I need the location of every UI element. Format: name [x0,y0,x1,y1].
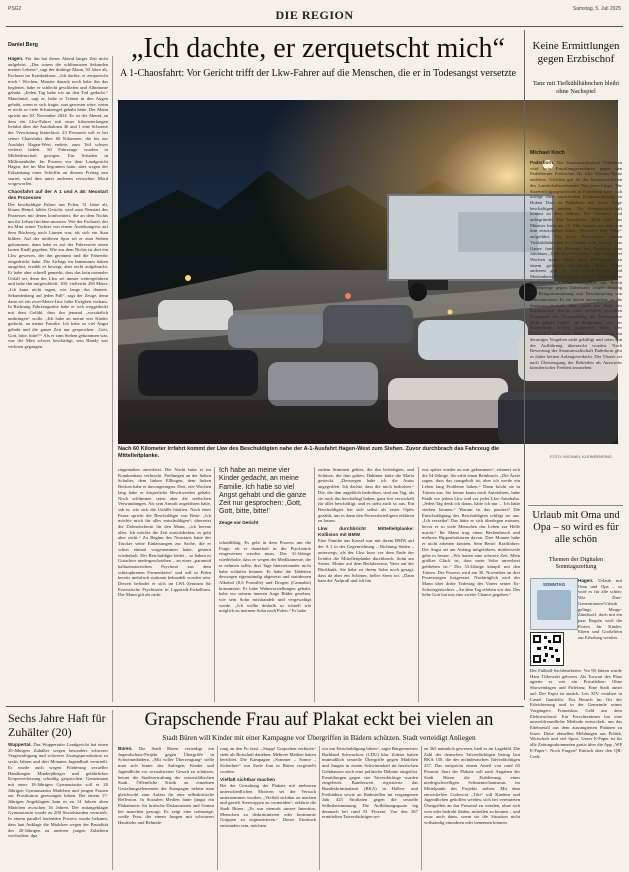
right-bottom-body: Der Fußball-Sachbearbeiter: Vor 90 Jahren wurde Hans Tilkowski geboren. Als Torwart des Platz agierte er wie ein Privatleben: Ohne Showeinlagen und Firlefanz. Eine Stadt atmet auf: Der Papst ist zurück. Leo XIV. residiert in Castel Gandolfo. Ein Besuch im Ort der Erleichterung und in der Gemeinde seines Vorgängers Franziskus. Geld aus dem Elektroschrott: Ein Forschernteam hat eine umweltfreundliche Methode entwickelt, um das Edelmetall aus dem ausrangierten Platinen zu lösen. Diese aktuellen Meldungen aus Politik, Wirtschaft und viel Sport. Unser E-Paper ist für alle Zeitungsabonnenten gratis über die App „WP E-Paper“. Noch Fragen? Einfach über den QR-Code. [530,668,622,759]
bottom-main-column-4: en 365 männlich gewesen, hieß es im Lagebild. Die Zahl der deutschen Tatverdächtigen betrug laut BKA 150, die der nichtdeutschen Tatverdächtigen 237. Das entspricht einem Anteil von rund 65 Prozent. Start der Plakate soll nach Angaben der Stadt Büren die Etablierung eines niedrigschwelligen Schutzmechanismus im Mittelpunkt des Projekts stehen: Mit dem entwickelten Codewort „Tiki“ soll Kindern und Jugendlichen geholfen werden, sich bei vermuteten Übergriffen an das Personal zu wenden, ohne sich weit oder bedroht fühlen, mitteilen zu können – und zwar auch dann, wenn sie die Situation nicht vollständig einordnen oder benennen können. [424,746,520,826]
main-column-3: schuldfähig. Es geht in dem Prozess um die Frage, ob er dauerhaft in die Psychiatrie eingewiesen werden muss. Der 31-Jährige wiederholte, dass er wegen der Medikamente, die er nehmen sollte, drei Tage hintereinander nicht habe schlafen können. Er habe die Tabletten deswegen eigenständig abgesetzt und stattdessen Alkohol (0,6 Promille) und Drogen (Cannabis) konsumiert. Er habe Wahnvorstellungen gehabt, habe vor seinem inneren Auge Bilder gesehen, wie sein Sohn misshandelt und vergewaltigt werde. „Ich wollte deshalb so schnell wie möglich zu meinem Sohn nach Polen.“ Er habe [219,540,311,614]
issue-date: Samstag, 5. Juli 2025 [572,6,621,12]
qr-code-icon [531,633,563,665]
main-col1-subhead: Chaosfahrt auf der A 1 und A 46: Neustart des Prozesses [8,190,108,201]
sonntag-promo-image [530,578,578,630]
main-col4-text: zudem Stimmen gehört, die ihn beleidigten, und Schüsse, die ihm galten. Dahinter hätte die Mafia gesteckt. „Deswegen habe ich die Autos angegriffen. Ich dachte, dass die mich bedrohen.“ Die, die ihm angeblich bedrohten, sind am Tag, als sie noch ihn beschäftigt haben, ganz frei verwickelt für alles beschäftigt, und es sieht auch so aus. Ein Beschuldigter hat sich selbst als erster Opfer gezählt, um es dann den Prozessbeteiligten erklären zu lassen. [318,467,414,524]
right-mid-dateline: Hagen. [578,578,594,583]
promo-logo: SONNTAG [542,582,566,587]
pull-quote [219,467,311,537]
main-column-4 [318,467,414,702]
main-column-5: erst später wieder zu mir gekommen“, erinnert sich die 54-Jährige. Sie erlitt einen Beinbruch. „Die Ärzte sagen, dass das rausgeholt ist, aber ich werde ein Leben lang Probleme haben.“ Dann bricht sie in Tränen aus: Sie könne kaum noch Autofahren, habe Panik vor jedem Lkw und vor jeder Lkw-Autobahn. „Jeden Tag denk ich daran, hätte ich nur ... Ich hätte sterben können.“ Warum ist das passiert? Die Entschuldigung des Beschuldigten schlägt sie aus. „Ich verzeihe! Das hätte er sich überlegen müssen, bevor er so viele Menschen das Leben zur Hölle macht.“ Ihr Mann trug einen Beckenbruch und mehrere Rippenfrakturen davon. Drei Monate habe er nicht arbeiten können. Sein Beruf: Kraftfahrer. Die Angst sei am Anfang mitgefahren, mittlerweile gehe es besser. „Wir hatten eine schwere Zeit. Mein größtes Glück ist, dass mein Sohn unverletzt geblieben ist.“ Der 53-Jährige kämpft mit den Tränen. Der Prozess wird am 30. November an drei Prozesstagen fortgesetzt. Nachträglich wird der Mann über dritte Todestag des Vaters seiner Ex-Schwiegertochter. „An dem Tag erleben wir das. Der liebe Gott hat uns eine zweite Chance gegeben.“ [422,467,520,598]
main-col1-text2: Der beschuldigte Fahrer aus Polen, 31 Jahre alt, blaues Hemd, fahles Gesicht, wird zum Neustart des Prozesses mit denen konfrontiert, die an dem Nichts um ihr Leben fürchten mussten. Wie der Facharzt, der im Mini seiner Tochter von einem Ärztekongress auf dem Rückweg nach Linnen war, als sich ein Stau bildete. Auf der mittleren Spur sei er zum Stehen gekommen, dann habe es auf der Fahrerseite einen lauten Knall gegeben. Wie aus dem Nichts ist dort ein Lkw gewesen, der ihn gerammt und die Fahrertür eingedrückt habe. Die Airbags im Innenraum hätten ausgelöst, erzählt er bewegt, aber nicht aufgebracht. Er habe aber schnell gemerkt, dass das kein normaler Unfall sei, denn der Lkw sei immer weitergefahren und habe ihn mitgeschleift, 100, vielleicht 200 Meter. „Ich kann nicht sagen, wie lange das dauerte. Sekundenlang auf jeden Fall“, sagt der Zeuge, denn dann sei ein zwei-Meter-Lkw höhe Ewigkeit vorkam. In Richtung Fahrzeugmitte habe er sich weggeduckt mit dem Gefühl, dass ihn jemand „vorsätzlich umbringen“ wolle. „Ich habe an meine vier Kinder gedacht, an meine Familie. Ich habe so viel Angst gehabt und die ganze Zeit nur gesprochen: ‚Gott, Gott, bitte, bitte!‘“ Als er zum Stehen gekommen war, war der Mini schwer beschädigt, sein Handy war verloren gegangen. [8,201,108,350]
page-code: PSG2 [8,6,22,12]
main-column-2: ringemaßen unverletzt. Die Nacht habe er im Krankenhaus verbracht. Prellungen an der linken Schulter, dem linken Ellbogen, dem linken Becken habe er davongetragen. Drei, vier Wochen lang habe er körperliche Beschwerden gehabt. Noch schlimmer seien aber die seelischen Verwundungen. Als sein Anwalt angefahren hatte, sah er, wie sich die Unfälle häuften. Nach einer Pause spricht der Beschuldigte von Reue: „Ich möchte mich für alles entschuldigen“, übersetzt die Dolmetscherin für den Mann, „ich bereue alles. Ich möchte die Zeit zurückdrehen, es geht aber nicht.“ Zu Beginn des Neustarts hatte der Trucker seine Einlassungen zur Sache, die er schon einmal vorgenommen hatte, gestern wiederholt. Der Beschuldigte leidet – so haben es Gutachter niedergeschrieben – an einer „paranoid halluzinatorischen Psychose aus dem schizophrenen Formenkreis“ und soll in Polen bereits mehrfach stationär behandelt worden sein. Derzeit befindet er sich im LWL-Zentrum für Forensische Psychiatrie in Lippstadt-Eickelborn. Der Mann gilt als nicht [118,467,211,598]
bottom-main-dateline: Büren. [118,746,133,751]
main-col4-subhead: Lkw durchbricht Mittelleitplanke: Kollision mit BMW [318,527,414,538]
bottom-main-col2-text2: Bei der Gestaltung der Plakate mit mehreren unterschiedlichen Motiven sei der Versuch unternommen worden, „Vielfalt sichtbar zu machen und gezielt Stereotypen zu vermeiden“, erklärte die Stadt Büren. „Es war niemals unsere Intention, Menschen zu diskriminieren oder bestimmte Gruppen zu stigmatisieren.“ Dieser Eindruck entstanden sein, möchten [220,783,316,829]
right-mid-intro [578,578,622,641]
bottom-main-col1-text: Die Stadt Büren verteidigt ein Jugendschutz-Projekt gegen Übergriffe in Schwimmbädern. „Mit voller Überzeugung“ stelle man sich hinter das Anliegen, Kinder und Jugendliche vor sexualisierter Gewalt zu schützen, betont die Stadtverwaltung der ostwestfälischen Stadt. Öffentliche Kritik an einzelnen Gestaltungselementen der Kampagne nehme man gleichwohl zum Anlass für eine selbstkritische Reflexion. In Sozialen Medien hatte jüngst ein Plakatmotiv für kritische Diskussionen und Unmut bei manchen gesorgt. Es zeigt eine rothaarige, weiße Frau, die einem Jungen mit schwarzer Hautfarbe und Behinde- [118,746,214,826]
section-title: DIE REGION [275,8,354,22]
right-mid-headline: Urlaub mit Oma und Opa – so wird es für alle schön [532,510,620,545]
photo-credit: FOTO: MICHAEL KLEINRENSING [550,454,612,459]
bottom-main-col2-subhead: Vielfalt sichtbar machen [220,777,276,783]
main-col1-text: Für ihn hat dieser Abend langer Zeit nicht aufgehört. „Das waren die schlimmsten Sekunden meines Lebens“, sagt der drahtige Mann, 50 Jahre alt, Facharzt im Krankenhaus. „Ich dachte, er zerquetscht mich.“ Wochen, Monate danach noch habe ihn das begleitet, habe er schlecht geschlafen und Albträume gehabt. „Jeden Tag habe ich an den Tod gedacht.“ Manchmal, sagt er, habe er Tränen in den Augen gehabt, wenn er sich fragte, was gewesen wäre, wenn er nicht so viele Schutzengel gehabt hätte. Der Mann spricht am 30. November 2024. Es ist der Abend, an dem ein Lkw-Fahrer mit einer kilometerlangen Irrfahrt über die Autobahnen 46 und 1 eine Schneise der Verwüstung hinterlässt. 23 Personen soll er bei seiner Chaosfahrt über 60 Kilometer, die bis zur Ausfahrt Hagen-West endete, zum Teil schwer verletzt haben. 50 Fahrzeuge wurden in Mitleidenschaft gezogen. Ein Schaden in Millionenhöhe. Im Prozess vor dem Landgericht Hagen, der im Mai begonnen hatte, aber wegen der Erkrankung einer Schöffin an diesem Freitag neu startet, wird ihm unter anderem versuchter Mord vorgeworfen. [8,56,108,187]
main-col4-text2: Eine Familie aus Kassel war mit ihrem BMW auf der A 1 in der Gegenrichtung – Richtung Süden – unterwegs, als der Lkw kurz vor dem Ende der Irrfahrt die Mittelleitplanke durchbrach. Sohn am Steuer, Mutter auf dem Beifahrersitz, Vater auf der Rückbank. Sie habe zu ihrem Sohn noch gesagt, dass da aber ein Schöner, heller Stern sei. „Dann kam der Aufprall und ich bin [318,538,414,584]
right-top-dateline: Paderborn. [530,160,555,165]
bottom-main-headline: Grapschende Frau auf Plakat eckt bei vielen an [144,710,494,730]
main-subheadline: A 1-Chaosfahrt: Vor Gericht trifft der Lkw-Fahrer auf die Menschen, die er in Todesangst versetzte [120,68,516,79]
bottom-left-dateline: Wuppertal. [8,742,32,747]
main-column-1 [8,56,108,702]
promo-photo [537,590,571,620]
right-top-headline: Keine Ermittlungen gegen Erzbischof [532,40,620,65]
bottom-main-col2-text: rung an den Po fasst. „Stopp! Grapschen verboten“ steht als Botschaft daneben. Mehrere Medien hatten berichtet. Die Kampagne „Sommer – Sonne – Sicherheit“ war Ende Juni in Büren vorgestellt worden. [220,746,316,774]
main-headline: „Ich dachte, er zerquetscht mich“ [131,33,505,64]
right-top-body [530,160,622,500]
pull-quote-text: Ich habe an meine vier Kinder gedacht, an meine Familie. Ich habe so viel Angst gehabt und die ganze Zeit nur gesprochen: ‚Gott, Gott, bitte, bitte!‘ [219,467,307,516]
bottom-left-text: Das Wuppertaler Landgericht hat einen 20-Jährigen Zuhälter wegen besonders schwerer Vergewaltigung und schwerer Zwangsprostitution zu sechs Jahren und drei Monaten Jugendhaft verurteilt. Er wurde auch wegen Förderung sexueller Handlungen Minderjähriger und gefährlicher Körperverletzung schuldig gesprochen. Gemeinsam mit einer 18-Jährigen Gymnasiastin soll er 20 Jährigen Gymnasiastin Mädchen und jungen Frauen zur Prostitution gezwungen haben. Bei einem 17-Jährigen Angeklagten kam es zu 14 Jahren alten Mädchen zwischen 16 Jahren. Der mitangeklagte Gymnasiastin wurde zu 200 Sozialstunden verurteilt. In einem parallel laufenden Prozess wurde bekannt, dass laut Anklage die Mädchen wegen der Brutalität des 20-Jährigen zu anderen jungen Zuhältern wechselten. dpa [8,742,108,839]
bottom-main-column-2 [220,746,316,870]
right-mid-subheadline: Themen der Digitalen Sonntagszeitung [548,556,604,571]
main-dateline: Hagen. [8,56,24,61]
bottom-left-body [8,742,108,868]
right-mid-text: Urlaub mit Oma und Opa – so wird es für alle schön: Wie Drei-Generationen-Urlaub gelingt. Merge-Zündstoff, doch mit ein paar Regeln wird die Ferien für Kinder, Eltern und Großeltern zur Erholung werden. [578,578,622,641]
bottom-main-subheadline: Stadt Büren will Kinder mit einer Kampagne vor Übergriffen in Bädern schützen. Stadt verteidigt Anliegen [162,733,476,742]
bottom-left-headline: Sechs Jahre Haft für Zuhälter (20) [8,711,106,739]
photo-caption: Nach 60 Kilometer Irrfahrt kommt der Lkw des Beschuldigten nahe der A-1-Ausfahrt Hagen-West zum Stehen. Zuvor durchbrach das Fahrzeug die Mittelleitplanke. [118,446,500,459]
right-top-author: Michael Koch [530,150,565,156]
bottom-main-column-3: wir um Entschuldigung bitten“, sagte Bürgermeister Burkhard Schwuchow (CDU) klar. Zuletzt hatten mutmaßlich sexuelle Übergriffe gegen Mädchen und Jungen in einem Schwimmbad im hessischen Gelnhausen auch eine politische Debatte ausgelöst. Ermittlungen gegen vier Tatverdächtige wurden eingeleitet. Bundesweit registrierte das Bundeskriminalamt (BKA) in Hallen- und Freibädern sowie an Badestellen im vergangenen Jahr 423 Straftaten gegen die sexuelle Selbstbestimmung. Die Aufklärungsquote lag demnach bei rund 81 Prozent. Von den 367 ermittelten Tatverdächtigen sei- [322,746,418,820]
right-top-subheadline: Tanz mit Tiefkühlhähnchen bleibt ohne Nachspiel [532,80,620,95]
qr-code[interactable] [530,632,564,666]
bottom-main-column-1 [118,746,214,870]
main-author: Daniel Berg [8,42,38,48]
right-top-text: Die Staatsanwaltschaft Paderborn wird kein Ermittlungsverfahren gegen den Paderborner Erzbischof Dr. Udo Markus Bentz einleiten. Gleiches gilt für die Verantwortlichen des Landschaftsverbandes Westfalen-Lippe. Die Strafverfolgungsbehörde in Paderborn hatte sich infolge einer umstrittenen Kulturdarbietung im Hohen Dom zu Paderborn mit dieser Frage beschäftigen müssen. Die Staatsanwaltschaft kommt zu dem Schluss: Die Vorwürfe sind unbegründet. Das Tanztheater „Body Talk“ aus Münster hatte am 15. Mai Szenen aus dem von ihm entwickelten Stück „Westfalen Side Story“ aufgeführt. Bei dieser Performance kamen Tiefkühlhähnchen in Windeln zum Einsatz. Das Ganze fand im Rahmen des Festaktes zum Jubiläum „1250 Jahre Westfalen“ statt. Etwa zwei Wochen später führte diese Performance zu einem größeren öffentlichen Echo. Unter anderem gab es eine Online-Petition und Medienberichterstattungen. Am 30. Mai erstattete Rechtsanwalt Gunnar Schupelius aus Berlin Strafanzeige gegen Unbekannt wegen Störung der Religionsausübung und Beschimpfung von Bekenntnissen. Es sei davon auszugehen, so die Staatsanwaltschaft, dass „auch aus Sicht der Katholischen Kirche vom rechtlich geprüften Programm der Veranstaltung die Performance nicht gehabt habe“, ein Programm, das der Katholische Kirche vorbereitet habe. Der Erzbischof und seine Mitarbeitenden hätten ein derartiges Vorgehen nicht gebilligt und seien von der Aufführung überrascht worden. Nach Bewertung der Staatsanwaltschaft Paderborn gibt es daher keinen Anfangsverdacht. Der Tänzer sei nach Überzeugung der Behörden als Auswuchs künstlerischer Freiheit anzusehen. [530,160,622,371]
pull-quote-source: Zeuge vor Gericht [219,519,259,525]
